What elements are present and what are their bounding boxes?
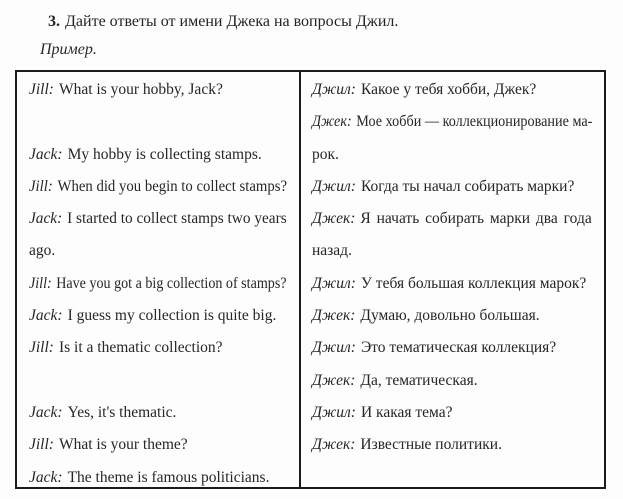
utterance-text: У тебя большая коллекция марок?: [360, 274, 587, 292]
dialogue-line: [312, 106, 592, 138]
speaker-name: Jack:: [29, 145, 63, 163]
line-content: [312, 397, 453, 429]
utterance-text: Какое у тебя хобби, Джек?: [360, 81, 537, 98]
utterance-text: Когда ты начал собирать марки?: [360, 177, 575, 195]
line-content: [29, 300, 276, 332]
dialogue-line: [29, 397, 287, 429]
line-content: [29, 171, 287, 203]
line-content: [29, 74, 223, 106]
dialogue-line: [312, 171, 592, 203]
line-content: [312, 268, 586, 300]
speaker-name: Jill:: [29, 436, 54, 454]
line-content: [312, 139, 339, 171]
line-content: [29, 462, 269, 487]
dialogue-line: [312, 74, 592, 106]
line-content: [312, 429, 502, 461]
dialogue-line: [312, 462, 592, 487]
speaker-name: Джил:: [312, 81, 356, 98]
line-content: [29, 139, 262, 171]
dialogue-line: [29, 106, 287, 138]
speaker-name: Джил:: [312, 177, 356, 195]
line-content: [312, 106, 592, 138]
dialogue-line: [29, 139, 287, 171]
utterance-text: Мое хобби — коллекционирование ма-: [356, 113, 593, 131]
dialogue-line: [29, 300, 287, 332]
speaker-name: Джил:: [312, 339, 356, 357]
utterance-text: И какая тема?: [360, 403, 453, 421]
speaker-name: Джил:: [312, 274, 356, 292]
dialogue-table: [15, 70, 606, 489]
speaker-name: Jill:: [29, 177, 53, 195]
dialogue-line: [312, 300, 592, 332]
line-content: [29, 332, 223, 364]
exercise-header: [48, 13, 398, 31]
utterance-text: Думаю, довольно большая.: [360, 307, 540, 325]
speaker-name: Джек:: [312, 210, 356, 228]
dialogue-line: [29, 235, 287, 267]
dialogue-line: [312, 235, 592, 267]
dialogue-line: [312, 203, 592, 235]
exercise-instruction: Дайте ответы от имени Джека на вопросы Джил.: [65, 13, 399, 30]
dialogue-line: [312, 429, 592, 461]
line-content: [29, 268, 287, 300]
speaker-name: Jack:: [29, 307, 63, 325]
dialogue-line: [29, 462, 287, 487]
speaker-name: Джек:: [312, 307, 356, 325]
utterance-text: Известные политики.: [360, 436, 502, 454]
dialogue-line: [29, 171, 287, 203]
dialogue-line: [29, 203, 287, 235]
dialogue-line: [312, 139, 592, 171]
utterance-text: My hobby is collecting stamps.: [67, 145, 262, 163]
utterance-text: I guess my collection is quite big.: [67, 307, 277, 325]
dialogue-line: [29, 365, 287, 397]
line-content: [312, 332, 556, 364]
dialogue-line: [29, 429, 287, 461]
russian-column: [299, 72, 604, 487]
utterance-text: Да, тематическая.: [360, 371, 478, 389]
speaker-name: Jill:: [29, 274, 52, 292]
utterance-text: рок.: [312, 145, 339, 163]
dialogue-line: [312, 397, 592, 429]
utterance-text: Is it a thematic collection?: [58, 339, 223, 357]
speaker-name: Джек:: [312, 371, 356, 389]
utterance-text: Yes, it's thematic.: [67, 403, 177, 421]
dialogue-line: [29, 332, 287, 364]
line-content: [29, 235, 55, 267]
utterance-text: Я начать собирать марки два года: [360, 210, 592, 228]
dialogue-line: [312, 365, 592, 397]
utterance-text: ago.: [29, 242, 56, 260]
line-content: [29, 429, 188, 461]
line-content: [312, 300, 540, 332]
speaker-name: Джек:: [312, 436, 356, 454]
utterance-text: The theme is famous politicians.: [67, 468, 270, 486]
speaker-name: Jack:: [29, 468, 63, 486]
line-content: [312, 235, 352, 267]
english-column: [17, 72, 299, 487]
speaker-name: Jill:: [29, 339, 54, 357]
speaker-name: Jack:: [29, 210, 63, 228]
utterance-text: назад.: [312, 242, 352, 260]
utterance-text: I started to collect stamps two years: [67, 210, 287, 228]
speaker-name: Джил:: [312, 403, 356, 421]
line-content: [312, 171, 574, 203]
example-label: Пример.: [40, 41, 97, 58]
line-content: [312, 365, 478, 397]
utterance-text: What is your theme?: [58, 436, 188, 454]
line-content: [312, 203, 592, 235]
line-content: [29, 203, 287, 235]
speaker-name: Джек:: [312, 113, 352, 131]
exercise-number: 3.: [48, 13, 60, 30]
line-content: [312, 74, 536, 106]
utterance-text: When did you begin to collect stamps?: [57, 177, 288, 195]
dialogue-line: [312, 332, 592, 364]
utterance-text: What is your hobby, Jack?: [58, 81, 223, 98]
utterance-text: Have you got a big collection of stamps?: [56, 274, 287, 292]
utterance-text: Это тематическая коллекция?: [360, 339, 557, 357]
dialogue-line: [29, 268, 287, 300]
dialogue-line: [312, 268, 592, 300]
speaker-name: Jill:: [29, 81, 54, 98]
dialogue-line: [29, 74, 287, 106]
line-content: [29, 397, 176, 429]
speaker-name: Jack:: [29, 403, 63, 421]
